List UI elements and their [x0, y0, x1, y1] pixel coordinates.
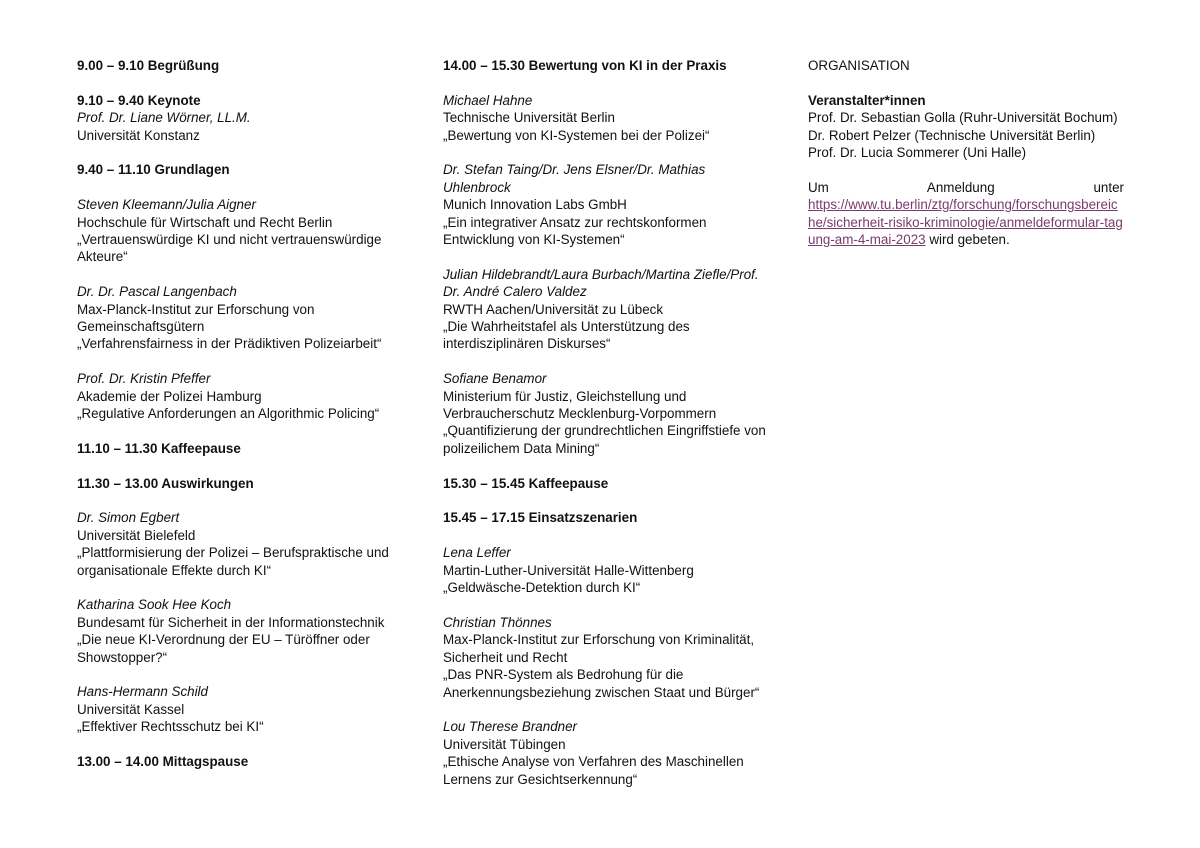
speaker-name: Sofiane Benamor: [443, 371, 547, 387]
speaker-affiliation: Martin-Luther-Universität Halle-Wittenberg: [443, 562, 694, 578]
talk-item: [77, 196, 412, 266]
session-heading-einsatzszenarien: 15.45 – 17.15 Einsatzszenarien: [443, 510, 638, 526]
registration-note: [808, 179, 1124, 249]
program-column-afternoon: [443, 57, 773, 805]
talk-title: „Effektiver Rechtsschutz bei KI“: [77, 719, 264, 735]
speaker-affiliation: Bundesamt für Sicherheit in der Informationstechnik: [77, 614, 385, 630]
session-welcome: 9.00 – 9.10 Begrüßung: [77, 58, 220, 73]
speaker-name: Steven Kleemann/Julia Aigner: [77, 197, 256, 213]
session-lunch-break: 13.00 – 14.00 Mittagspause: [77, 754, 249, 770]
speaker-name: Lou Therese Brandner: [443, 719, 577, 735]
talk-title: „Plattformisierung der Polizei – Berufspraktische und organisationale Effekte durch KI“: [77, 545, 389, 578]
registration-suffix: wird gebeten.: [925, 232, 1010, 248]
speaker-affiliation: Hochschule für Wirtschaft und Recht Berlin: [77, 214, 333, 230]
talk-title: „Vertrauenswürdige KI und nicht vertrauenswürdige Akteure“: [77, 232, 382, 265]
talk-title: „Regulative Anforderungen an Algorithmic Policing“: [77, 406, 380, 422]
talk-item: [77, 370, 412, 422]
speaker-name: Christian Thönnes: [443, 614, 552, 630]
talk-item: [443, 718, 773, 788]
organizer-item: Prof. Dr. Lucia Sommerer (Uni Halle): [808, 145, 1027, 161]
speaker-affiliation: Universität Kassel: [77, 701, 185, 717]
speaker-affiliation: RWTH Aachen/Universität zu Lübeck: [443, 301, 664, 317]
speaker-name: Prof. Dr. Liane Wörner, LL.M.: [77, 110, 251, 126]
organisation-heading: ORGANISATION: [808, 58, 910, 73]
registration-prefix: Um Anmeldung unter: [808, 179, 1124, 195]
speaker-affiliation: Max-Planck-Institut zur Erforschung von Gemeinschaftsgütern: [77, 301, 315, 335]
talk-item: [77, 509, 412, 579]
registration-link[interactable]: https://www.tu.berlin/ztg/forschung/forschungsbereiche/sicherheit-risiko-kriminologie/anmeldeformular-tagung-am-4-mai-2023: [808, 197, 1123, 248]
talk-item: [77, 596, 412, 666]
talk-title: „Ein integrativer Ansatz zur rechtskonformen Entwicklung von KI-Systemen“: [443, 214, 707, 248]
talk-item: [443, 92, 773, 144]
talk-item: [443, 266, 773, 353]
talk-title: „Quantifizierung der grundrechtlichen Eingriffstiefe von polizeilichem Data Mining“: [443, 423, 766, 456]
session-keynote: [77, 92, 412, 144]
session-time-heading: 9.10 – 9.40 Keynote: [77, 92, 201, 108]
program-column-morning: [77, 57, 412, 788]
talk-title: „Die neue KI-Verordnung der EU – Türöffner oder Showstopper?“: [77, 632, 370, 665]
speaker-name: Julian Hildebrandt/Laura Burbach/Martina Ziefle/Prof. Dr. André Calero Valdez: [443, 266, 759, 300]
talk-item: [443, 161, 773, 248]
session-coffee-break: 11.10 – 11.30 Kaffeepause: [77, 440, 241, 456]
talk-item: [443, 544, 773, 596]
speaker-affiliation: Technische Universität Berlin: [443, 110, 615, 126]
organizer-item: Dr. Robert Pelzer (Technische Universität Berlin): [808, 127, 1096, 143]
speaker-name: Michael Hahne: [443, 92, 533, 108]
session-heading-grundlagen: 9.40 – 11.10 Grundlagen: [77, 162, 230, 178]
organizers-heading: Veranstalter*innen: [808, 92, 926, 108]
speaker-affiliation: Akademie der Polizei Hamburg: [77, 388, 262, 404]
speaker-affiliation: Munich Innovation Labs GmbH: [443, 197, 627, 213]
registration-sentence: [808, 196, 1124, 248]
talk-title: „Verfahrensfairness in der Prädiktiven Polizeiarbeit“: [77, 336, 382, 352]
organisation-column: [808, 57, 1124, 266]
speaker-name: Hans-Hermann Schild: [77, 684, 208, 700]
talk-title: „Das PNR-System als Bedrohung für die Anerkennungsbeziehung zwischen Staat und Bürger“: [443, 667, 760, 700]
speaker-name: Dr. Stefan Taing/Dr. Jens Elsner/Dr. Mathias Uhlenbrock: [443, 162, 706, 195]
talk-item: [77, 283, 412, 353]
talk-item: [443, 614, 773, 701]
speaker-affiliation: Universität Bielefeld: [77, 527, 196, 543]
talk-item: [77, 683, 412, 735]
speaker-name: Prof. Dr. Kristin Pfeffer: [77, 371, 211, 387]
speaker-affiliation: Max-Planck-Institut zur Erforschung von Kriminalität, Sicherheit und Recht: [443, 632, 755, 665]
talk-title: „Die Wahrheitstafel als Unterstützung des interdisziplinären Diskurses“: [443, 319, 690, 352]
speaker-name: Dr. Simon Egbert: [77, 510, 180, 526]
talk-title: „Geldwäsche-Detektion durch KI“: [443, 580, 641, 596]
session-heading-praxis: 14.00 – 15.30 Bewertung von KI in der Praxis: [443, 58, 727, 73]
session-heading-auswirkungen: 11.30 – 13.00 Auswirkungen: [77, 475, 254, 491]
session-coffee-break: 15.30 – 15.45 Kaffeepause: [443, 475, 609, 491]
speaker-name: Katharina Sook Hee Koch: [77, 597, 232, 613]
speaker-affiliation: Ministerium für Justiz, Gleichstellung und Verbraucherschutz Mecklenburg-Vorpommern: [443, 388, 717, 422]
speaker-name: Dr. Dr. Pascal Langenbach: [77, 284, 237, 300]
talk-item: [443, 370, 773, 457]
talk-title: „Bewertung von KI-Systemen bei der Polizei“: [443, 127, 710, 143]
speaker-affiliation: Universität Konstanz: [77, 127, 200, 143]
organizer-item: Prof. Dr. Sebastian Golla (Ruhr-Universität Bochum): [808, 110, 1118, 126]
organizers-block: [808, 92, 1124, 162]
speaker-name: Lena Leffer: [443, 545, 511, 561]
speaker-affiliation: Universität Tübingen: [443, 736, 566, 752]
talk-title: „Ethische Analyse von Verfahren des Maschinellen Lernens zur Gesichtserkennung“: [443, 754, 744, 787]
